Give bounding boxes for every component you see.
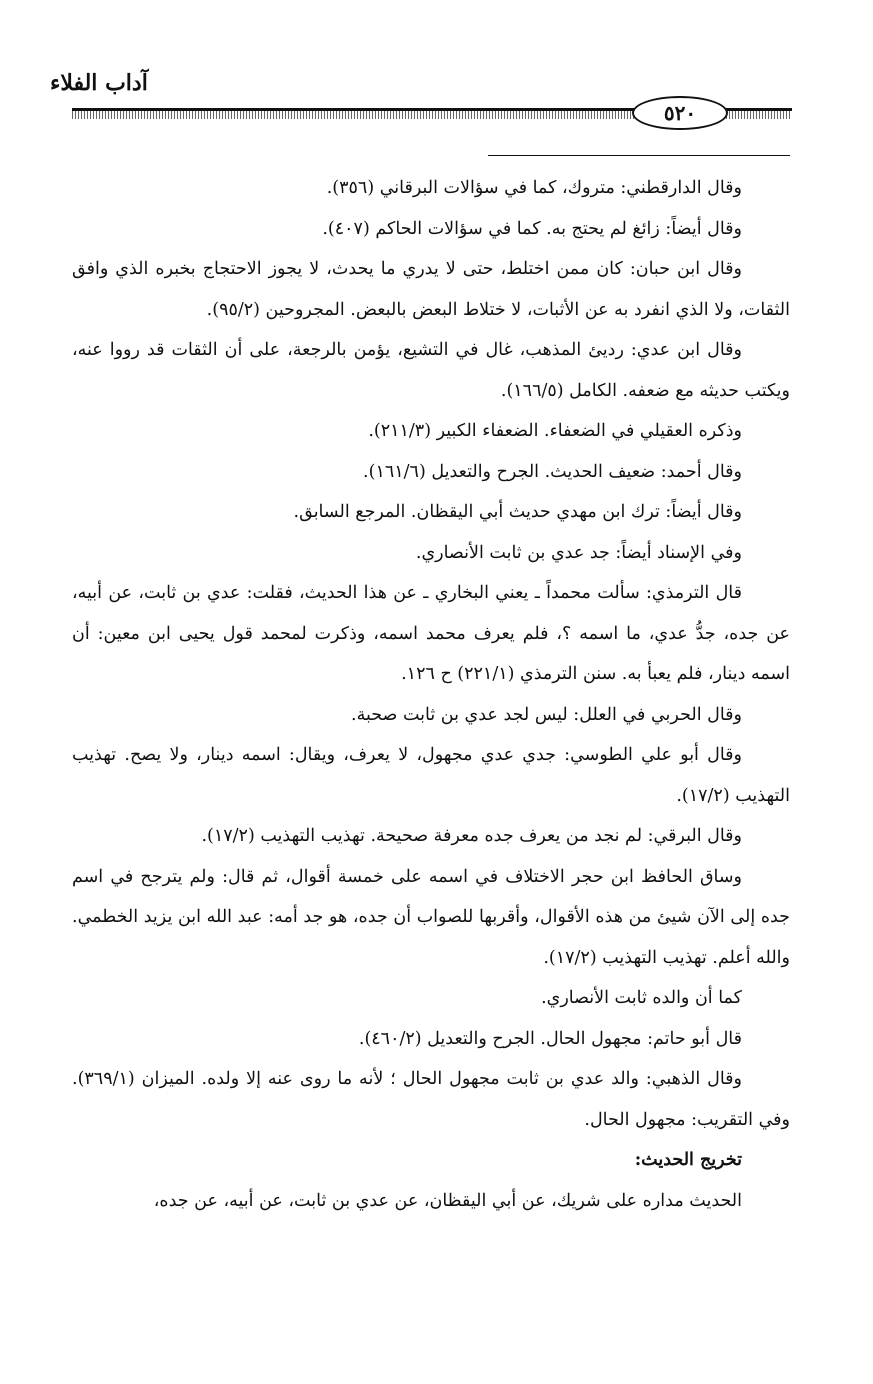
paragraph: وقال الحربي في العلل: ليس لجد عدي بن ثابت صحبة. — [351, 704, 742, 725]
paragraph: وقال أيضاً: ترك ابن مهدي حديث أبي اليقظان. المرجع السابق. — [293, 502, 742, 522]
paragraph: وقال ابن عدي: رديئ المذهب، غال في التشيع، يؤمن بالرجعة، على أن الثقات قد رووا عنه، ويكتب حديثه مع ضعفه. الكامل (١٦٦/٥). — [72, 340, 790, 401]
book-title: آداب الفلاء — [50, 70, 148, 96]
paragraph: وقال ابن حبان: كان ممن اختلط، حتى لا يدري ما يحدث، لا يجوز الاحتجاج بخبره الذي وافق الثقات، ولا الذي انفرد به عن الأثبات، لا ختلاط البعض بالبعض. المجروحين (٩٥/٢). — [72, 259, 790, 320]
paragraph: وساق الحافظ ابن حجر الاختلاف في اسمه على خمسة أقوال، ثم قال: ولم يترجح في اسم جده إلى الآن شيئ من هذه الأقوال، وأقربها للصواب أن جده، هو جد أمه: عبد الله ابن يزيد الخطمي. والله أعلم. تهذيب التهذيب (١٧/٢). — [72, 866, 790, 968]
paragraph: كما أن والده ثابت الأنصاري. — [541, 988, 742, 1008]
page-number: ٥٢٠ — [632, 96, 728, 130]
paragraph: وفي الإسناد أيضاً: جد عدي بن ثابت الأنصاري. — [415, 542, 742, 563]
paragraph: وذكره العقيلي في الضعفاء. الضعفاء الكبير (٢١١/٣). — [368, 421, 742, 441]
paragraph: وقال الذهبي: والد عدي بن ثابت مجهول الحال ؛ لأنه ما روى عنه إلا ولده. الميزان (٣٦٩/١). وفي التقريب: مجهول الحال. — [72, 1069, 790, 1130]
paragraph: وقال أبو علي الطوسي: جدي عدي مجهول، لا يعرف، ويقال: اسمه دينار، ولا يصح. تهذيب التهذيب (١٧/٢). — [72, 745, 790, 806]
paragraph: قال الترمذي: سألت محمداً ـ يعني البخاري ـ عن هذا الحديث، فقلت: عدي بن ثابت، عن أبيه، عن جده، جدُّ عدي، ما اسمه ؟، فلم يعرف محمد اسمه، وذكرت لمحمد قول يحيى ابن معين: أن اسمه دينار، فلم يعبأ به. سنن الترمذي (٢٢١/١) ح ١٢٦. — [72, 583, 790, 684]
footnote-separator — [488, 155, 790, 156]
paragraph: الحديث مداره على شريك، عن أبي اليقظان، عن عدي بن ثابت، عن أبيه، عن جده، — [153, 1190, 742, 1211]
section-heading: تخريج الحديث: — [634, 1150, 742, 1170]
paragraph: وقال الدارقطني: متروك، كما في سؤالات البرقاني (٣٥٦). — [326, 178, 742, 198]
page-body — [72, 168, 790, 1221]
paragraph: وقال أيضاً: زائغ لم يحتج به. كما في سؤالات الحاكم (٤٠٧). — [322, 218, 742, 239]
paragraph: قال أبو حاتم: مجهول الحال. الجرح والتعديل (٤٦٠/٢). — [358, 1028, 742, 1049]
paragraph: وقال البرقي: لم نجد من يعرف جده معرفة صحيحة. تهذيب التهذيب (١٧/٢). — [201, 826, 742, 846]
paragraph: وقال أحمد: ضعيف الحديث. الجرح والتعديل (١٦١/٦). — [363, 461, 742, 482]
